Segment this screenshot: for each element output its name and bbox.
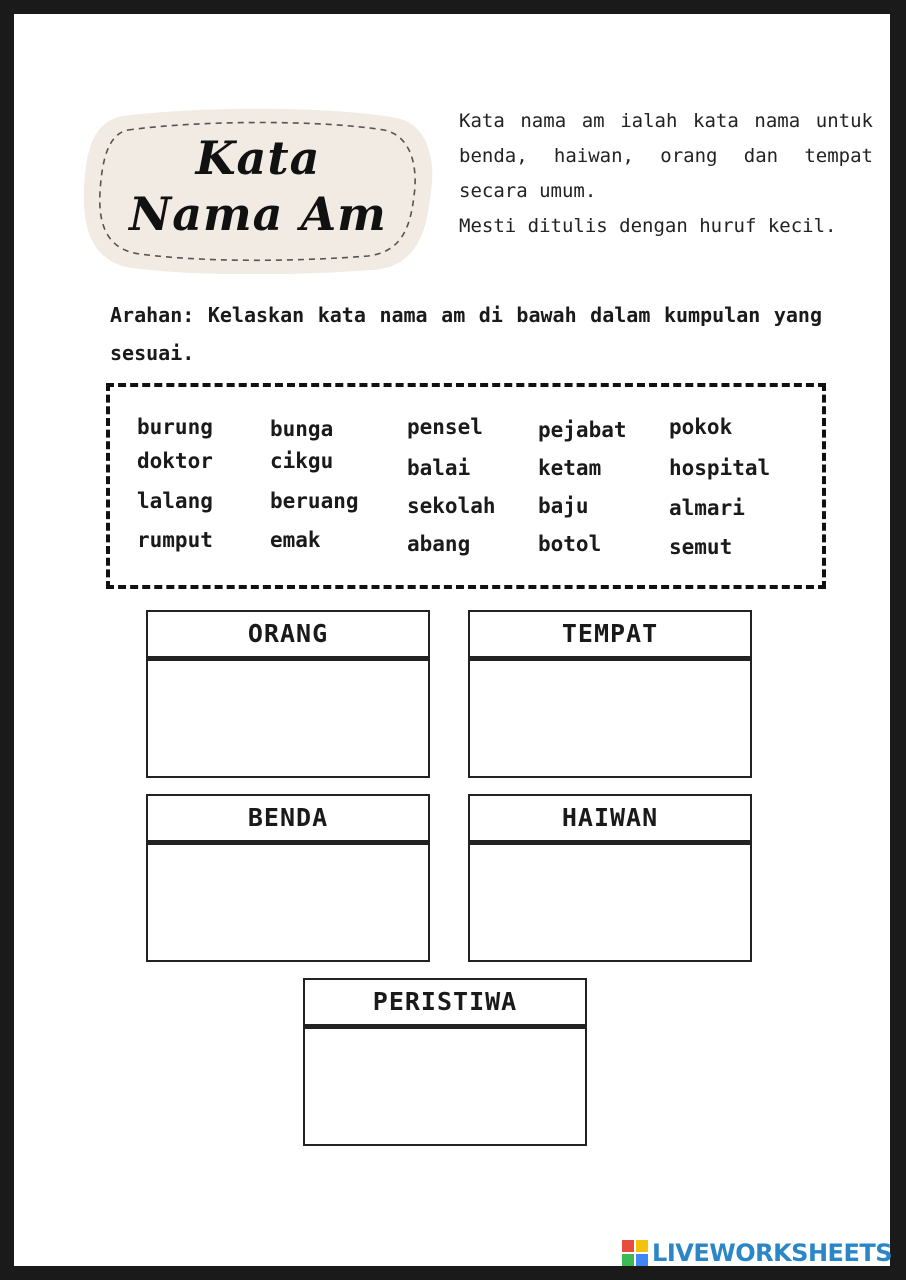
category-peristiwa-label: PERISTIWA (305, 980, 585, 1029)
word-item[interactable]: almari (669, 496, 745, 520)
word-item[interactable]: rumput (137, 528, 213, 552)
title-line-2: Nama Am (129, 187, 387, 241)
word-item[interactable]: hospital (669, 456, 771, 480)
word-item[interactable]: burung (137, 415, 213, 439)
liveworksheets-logo (622, 1238, 892, 1268)
word-item[interactable]: ketam (538, 456, 602, 480)
word-item[interactable]: pensel (407, 415, 483, 439)
category-benda (146, 794, 430, 962)
title-badge (82, 108, 434, 274)
word-item[interactable]: lalang (137, 489, 213, 513)
category-orang-label: ORANG (148, 612, 428, 661)
word-item[interactable]: bunga (270, 417, 334, 441)
category-benda-dropzone[interactable] (148, 845, 428, 964)
liveworksheets-logo-text: LIVEWORKSHEETS (652, 1239, 892, 1267)
word-item[interactable]: baju (538, 494, 589, 518)
definition-paragraph-1: Kata nama am ialah kata nama untuk benda, haiwan, orang dan tempat secara umum. (459, 110, 873, 202)
definition-paragraph-2: Mesti ditulis dengan huruf kecil. (459, 215, 837, 237)
word-item[interactable]: balai (407, 456, 471, 480)
category-haiwan (468, 794, 752, 962)
category-orang-dropzone[interactable] (148, 661, 428, 780)
instruction-text: Arahan: Kelaskan kata nama am di bawah dalam kumpulan yang sesuai. (110, 303, 822, 365)
category-orang (146, 610, 430, 778)
category-tempat-dropzone[interactable] (470, 661, 750, 780)
word-item[interactable]: cikgu (270, 449, 334, 473)
definition-text (459, 104, 873, 244)
liveworksheets-logo-icon (622, 1240, 648, 1266)
title-heading (82, 130, 434, 242)
word-bank (106, 383, 826, 589)
word-item[interactable]: pejabat (538, 418, 627, 442)
category-tempat-label: TEMPAT (470, 612, 750, 661)
word-item[interactable]: doktor (137, 449, 213, 473)
worksheet-page (14, 14, 890, 1266)
word-item[interactable]: beruang (270, 489, 359, 513)
category-peristiwa-dropzone[interactable] (305, 1029, 585, 1148)
word-item[interactable]: botol (538, 532, 602, 556)
category-haiwan-dropzone[interactable] (470, 845, 750, 964)
word-item[interactable]: pokok (669, 415, 733, 439)
title-line-1: Kata (195, 131, 321, 185)
category-tempat (468, 610, 752, 778)
category-peristiwa (303, 978, 587, 1146)
word-item[interactable]: abang (407, 532, 471, 556)
word-item[interactable]: sekolah (407, 494, 496, 518)
category-haiwan-label: HAIWAN (470, 796, 750, 845)
word-item[interactable]: semut (669, 535, 733, 559)
word-item[interactable]: emak (270, 528, 321, 552)
category-benda-label: BENDA (148, 796, 428, 845)
